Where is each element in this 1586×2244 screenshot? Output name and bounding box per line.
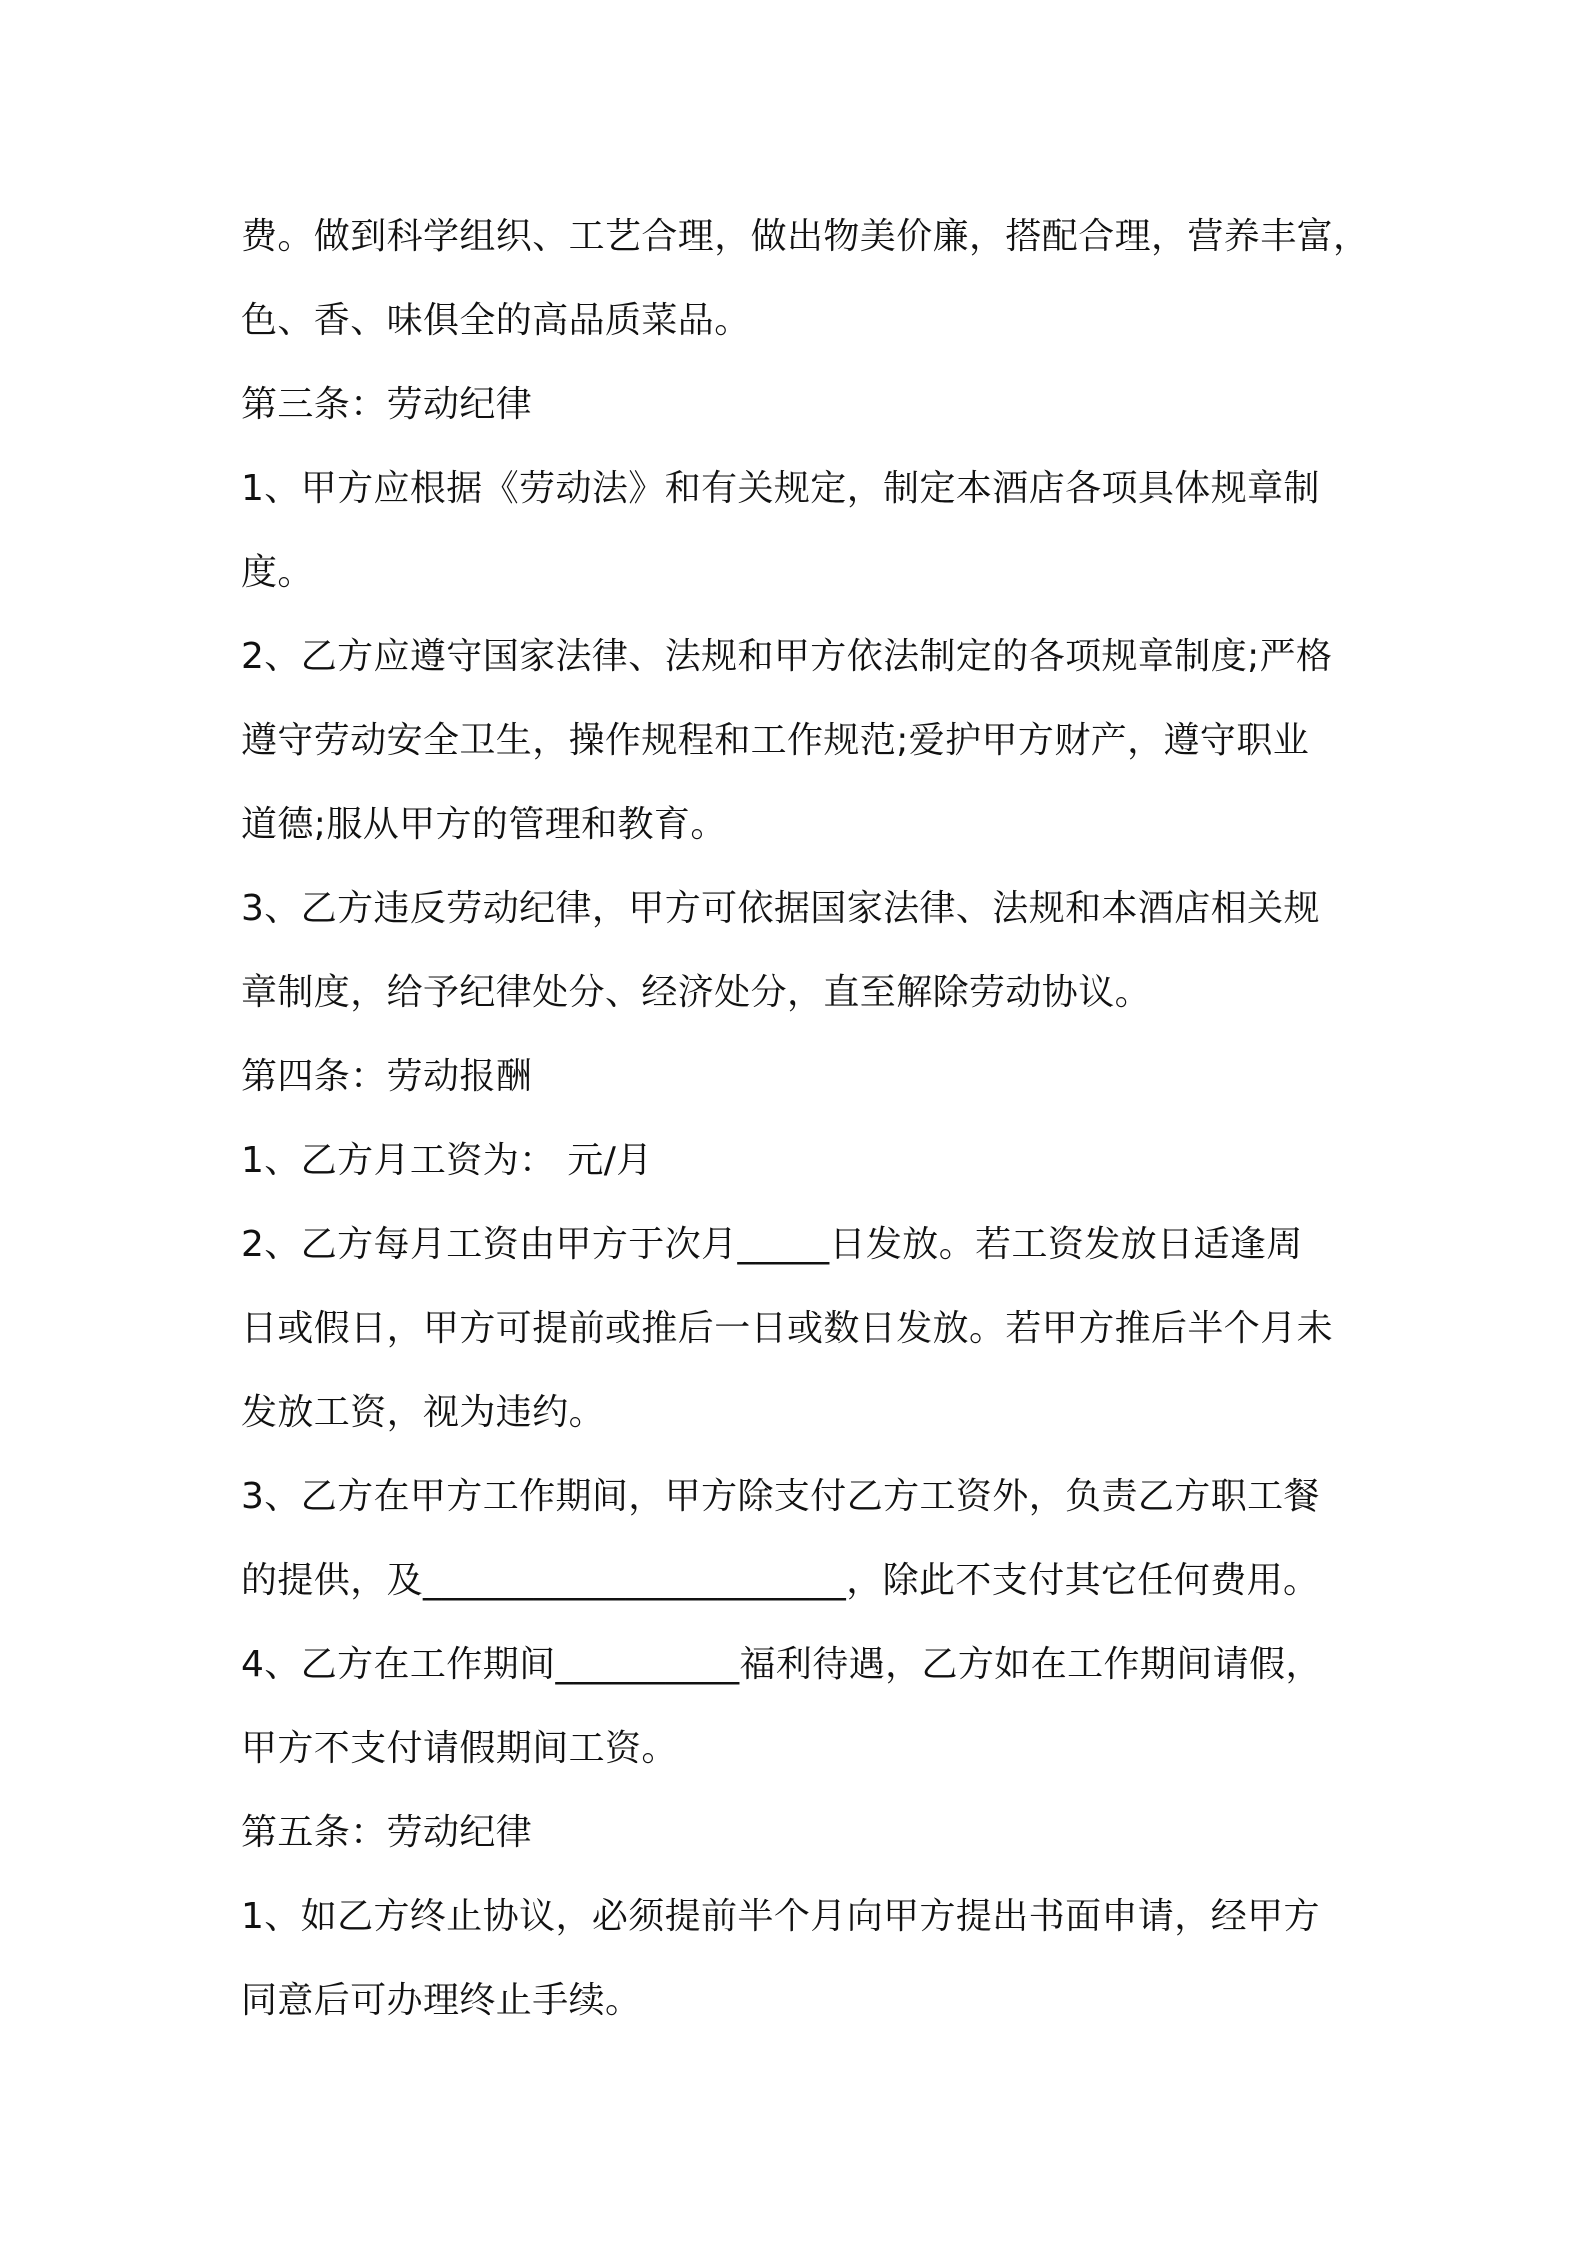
section-heading: 第四条：劳动报酬 bbox=[241, 1056, 533, 1097]
text-line: 2、乙方每月工资由甲方于次月_____日发放。若工资发放日适逢周 bbox=[241, 1224, 1303, 1265]
text-line: 章制度，给予纪律处分、经济处分，直至解除劳动协议。 bbox=[241, 972, 1152, 1013]
text-line: 道德;服从甲方的管理和教育。 bbox=[241, 804, 727, 845]
text-line: 甲方不支付请假期间工资。 bbox=[241, 1728, 678, 1769]
text-line: 度。 bbox=[241, 552, 314, 593]
text-line: 2、乙方应遵守国家法律、法规和甲方依法制定的各项规章制度;严格 bbox=[241, 636, 1333, 677]
text-line: 1、如乙方终止协议，必须提前半个月向甲方提出书面申请，经甲方 bbox=[241, 1896, 1320, 1937]
text-line: 费。做到科学组织、工艺合理，做出物美价廉，搭配合理，营养丰富， bbox=[241, 216, 1370, 257]
section-heading: 第三条：劳动纪律 bbox=[241, 384, 533, 425]
text-line: 1、乙方月工资为： 元/月 bbox=[241, 1140, 653, 1181]
contract-text bbox=[241, 195, 1370, 2043]
text-line: 3、乙方在甲方工作期间，甲方除支付乙方工资外，负责乙方职工餐 bbox=[241, 1476, 1320, 1517]
text-line: 4、乙方在工作期间__________福利待遇，乙方如在工作期间请假， bbox=[241, 1644, 1322, 1685]
text-line: 日或假日，甲方可提前或推后一日或数日发放。若甲方推后半个月未 bbox=[241, 1308, 1334, 1349]
section-heading: 第五条：劳动纪律 bbox=[241, 1812, 533, 1853]
text-line: 的提供，及_______________________，除此不支付其它任何费用。 bbox=[241, 1560, 1320, 1601]
text-line: 发放工资，视为违约。 bbox=[241, 1392, 606, 1433]
text-line: 3、乙方违反劳动纪律，甲方可依据国家法律、法规和本酒店相关规 bbox=[241, 888, 1320, 929]
text-line: 色、香、味俱全的高品质菜品。 bbox=[241, 300, 751, 341]
text-line: 1、甲方应根据《劳动法》和有关规定，制定本酒店各项具体规章制 bbox=[241, 468, 1320, 509]
text-line: 遵守劳动安全卫生，操作规程和工作规范;爱护甲方财产，遵守职业 bbox=[241, 720, 1310, 761]
text-line: 同意后可办理终止手续。 bbox=[241, 1980, 642, 2021]
